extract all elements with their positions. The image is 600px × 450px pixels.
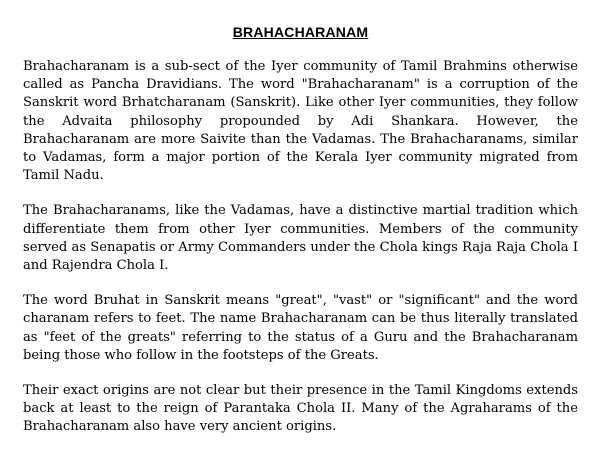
paragraph-origin: Brahacharanam is a sub-sect of the Iyer community of Tamil Brahmins otherwise called as Pancha Dravidians. The word "Brahacharanam" is a corruption of the Sanskrit word Brhatcharanam (Sanskrit). Like other Iyer communities, they follow the Advaita philosophy propounded by Adi Shankara. However, the Brahacharanam are more Saivite than the Vadamas. The Brahacharanams, similar to Vadamas, form a major portion of the Kerala Iyer community migrated from Tamil Nadu. (23, 59, 578, 184)
document-title: BRAHACHARANAM (232, 24, 369, 40)
paragraph-etymology: The word Bruhat in Sanskrit means "great", "vast" or "significant" and the word charanam refers to feet. The name Brahacharanam can be thus literally translated as "feet of the greats" referring to the status of a Guru and the Brahacharanam being those who follow in the footsteps of the Greats. (23, 293, 578, 363)
paragraph-history: Their exact origins are not clear but their presence in the Tamil Kingdoms extends back at least to the reign of Parantaka Chola II. Many of the Agraharams of the Brahacharanam also have very ancient origins. (23, 383, 578, 435)
paragraph-martial-tradition: The Brahacharanams, like the Vadamas, have a distinctive martial tradition which differentiate them from other Iyer communities. Members of the community served as Senapatis or Army Commanders under the Chola kings Raja Raja Chola I and Rajendra Chola I. (23, 203, 578, 274)
